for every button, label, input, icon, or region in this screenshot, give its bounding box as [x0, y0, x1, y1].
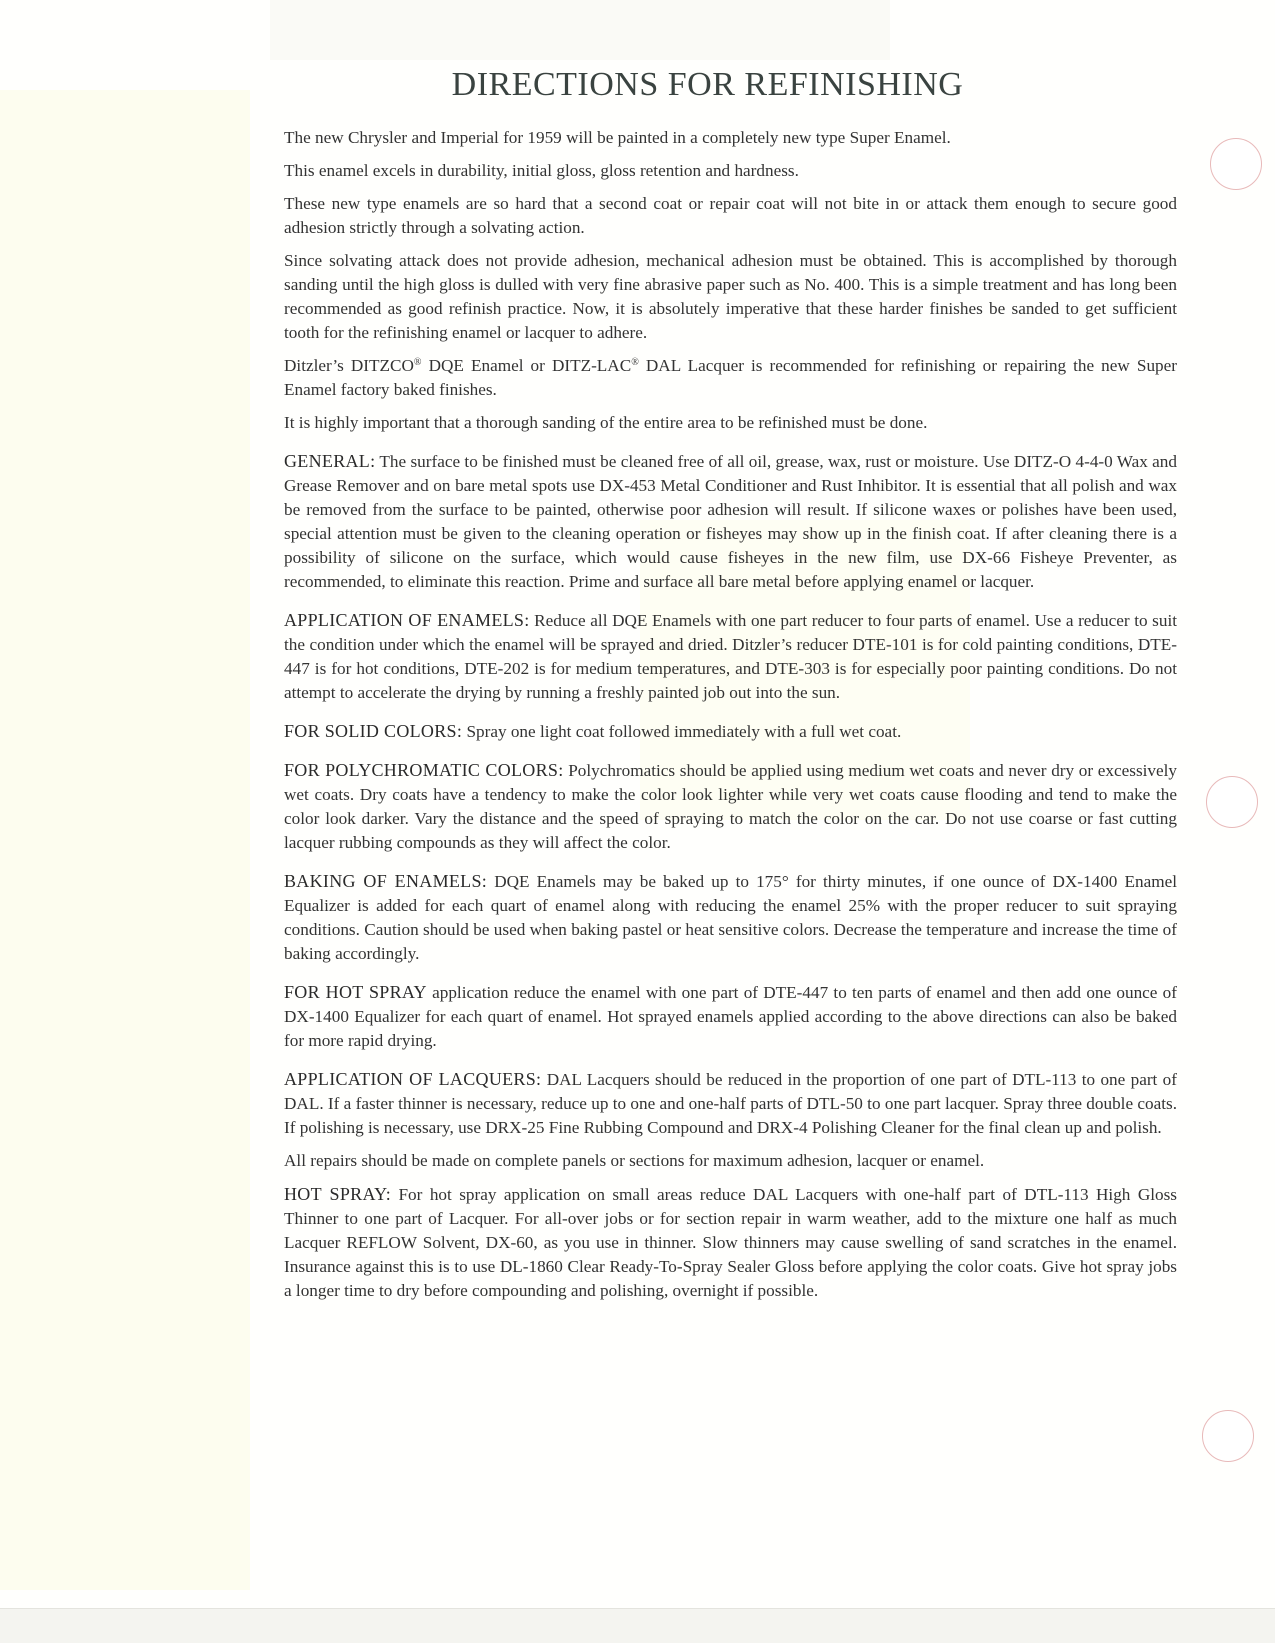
repairs-note: All repairs should be made on complete panels or sections for maximum adhesion, lacquer or enamel.	[284, 1151, 985, 1170]
section-general	[284, 449, 1177, 594]
show-through-top	[270, 0, 890, 60]
section-solid-colors	[284, 719, 1177, 744]
binder-hole	[1210, 138, 1262, 190]
registered-mark: ®	[631, 357, 639, 368]
section-hot-spray-enamel	[284, 980, 1177, 1053]
section-text: application reduce the enamel with one part of DTE-447 to ten parts of enamel and then add one ounce of DX-1400 Equalizer for each quart of enamel. Hot sprayed enamels applied according to the above directions can also be baked for more rapid drying.	[284, 983, 1177, 1050]
section-heading: BAKING OF ENAMELS:	[284, 871, 488, 891]
section-hot-spray	[284, 1182, 1177, 1303]
section-text: Reduce all DQE Enamels with one part reducer to four parts of enamel. Use a reducer to suit the condition under which the enamel will be sprayed and dried. Ditzler’s reducer DTE-101 is for cold painting conditions, DTE-447 is for hot conditions, DTE-202 is for medium temperatures, and DTE-303 is for especially poor painting conditions. Do not attempt to accelerate the drying by running a freshly painted job out into the sun.	[284, 611, 1178, 702]
section-application-lacquers	[284, 1067, 1177, 1140]
section-application-enamels	[284, 608, 1177, 705]
section-text: Spray one light coat followed immediately with a full wet coat.	[462, 722, 902, 741]
section-text: Polychromatics should be applied using medium wet coats and never dry or excessively wet coats. Dry coats have a tendency to make the color look lighter while very wet coats cause flooding and tend to make the color look darker. Vary the distance and the speed of spraying to match the color on the car. Do not use coarse or fast cutting lacquer rubbing compounds as they will affect the color.	[284, 761, 1177, 852]
ditzler-paragraph	[284, 354, 1177, 402]
section-heading: FOR POLYCHROMATIC COLORS:	[284, 760, 564, 780]
section-text: DAL Lacquers should be reduced in the proportion of one part of DTL-113 to one part of DAL. If a faster thinner is necessary, reduce up to one and one-half parts of DTL-50 to one part lacquer. Spray three double coats. If polishing is necessary, use DRX-25 Fine Rubbing Compound and DRX-4 Polishing Cleaner for the final clean up and polish.	[284, 1070, 1177, 1137]
page-title: DIRECTIONS FOR REFINISHING	[451, 66, 964, 103]
section-heading: FOR SOLID COLORS:	[284, 721, 463, 741]
section-polychromatic	[284, 758, 1177, 855]
section-heading: HOT SPRAY:	[284, 1184, 392, 1204]
section-heading: GENERAL:	[284, 451, 376, 471]
ditzler-text-1: Ditzler’s DITZCO	[284, 356, 414, 375]
binder-hole	[1202, 1410, 1254, 1462]
sanding-note: It is highly important that a thorough sanding of the entire area to be refinished must be done.	[284, 413, 928, 432]
ditzler-text-3: DAL Lacquer is recommended for refinishing or repairing the new Super Enamel factory baked finishes.	[284, 356, 1177, 399]
ditzler-text-2: DQE Enamel or DITZ-LAC	[421, 356, 632, 375]
section-heading: APPLICATION OF ENAMELS:	[284, 610, 530, 630]
intro-paragraph: Since solvating attack does not provide adhesion, mechanical adhesion must be obtained. This is accomplished by thorough sanding until the high gloss is dulled with very fine abrasive paper such as No. 400. This is a simple treatment and has long been recommended as good refinish practice. Now, it is absolutely imperative that these harder finishes be sanded to get sufficient tooth for the refinishing enamel or lacquer to adhere.	[284, 251, 1177, 342]
binder-hole	[1206, 776, 1258, 828]
section-text: The surface to be finished must be cleaned free of all oil, grease, wax, rust or moisture. Use DITZ-O 4-4-0 Wax and Grease Remover and on bare metal spots use DX-453 Metal Conditioner and Rust Inhibitor. It is essential that all polish and wax be removed from the surface to be painted, otherwise poor adhesion will result. If silicone waxes or polishes have been used, special attention must be given to the cleaning operation or fisheyes may show up in the finish coat. If after cleaning there is a possibility of silicone on the surface, which would cause fisheyes in the new film, use DX-66 Fisheye Preventer, as recommended, to eliminate this reaction. Prime and surface all bare metal before applying enamel or lacquer.	[284, 452, 1177, 591]
section-text: DQE Enamels may be baked up to 175° for thirty minutes, if one ounce of DX-1400 Enamel Equalizer is added for each quart of enamel along with reducing the enamel 25% with the proper reducer to suit spraying conditions. Caution should be used when baking pastel or heat sensitive colors. Decrease the temperature and increase the time of baking accordingly.	[284, 872, 1178, 963]
intro-paragraph: These new type enamels are so hard that a second coat or repair coat will not bite in or attack them enough to secure good adhesion strictly through a solvating action.	[284, 194, 1177, 237]
page-bottom-edge	[0, 1608, 1275, 1643]
intro-paragraph: The new Chrysler and Imperial for 1959 will be painted in a completely new type Super Enamel.	[284, 128, 951, 147]
section-baking	[284, 869, 1177, 966]
registered-mark: ®	[413, 357, 422, 368]
section-heading: APPLICATION OF LACQUERS:	[284, 1069, 542, 1089]
intro-paragraph: This enamel excels in durability, initial gloss, gloss retention and hardness.	[284, 161, 799, 180]
section-heading: FOR HOT SPRAY	[284, 982, 427, 1002]
paper-tint-left	[0, 90, 250, 1590]
document-body	[284, 126, 1177, 1312]
section-text: For hot spray application on small areas reduce DAL Lacquers with one-half part of DTL-113 High Gloss Thinner to one part of Lacquer. For all-over jobs or for section repair in warm weather, add to the mixture one half as much Lacquer REFLOW Solvent, DX-60, as you use in thinner. Slow thinners may cause swelling of sand scratches in the enamel. Insurance against this is to use DL-1860 Clear Ready-To-Spray Sealer Gloss before applying the color coats. Give hot spray jobs a longer time to dry before compounding and polishing, overnight if possible.	[284, 1185, 1177, 1300]
